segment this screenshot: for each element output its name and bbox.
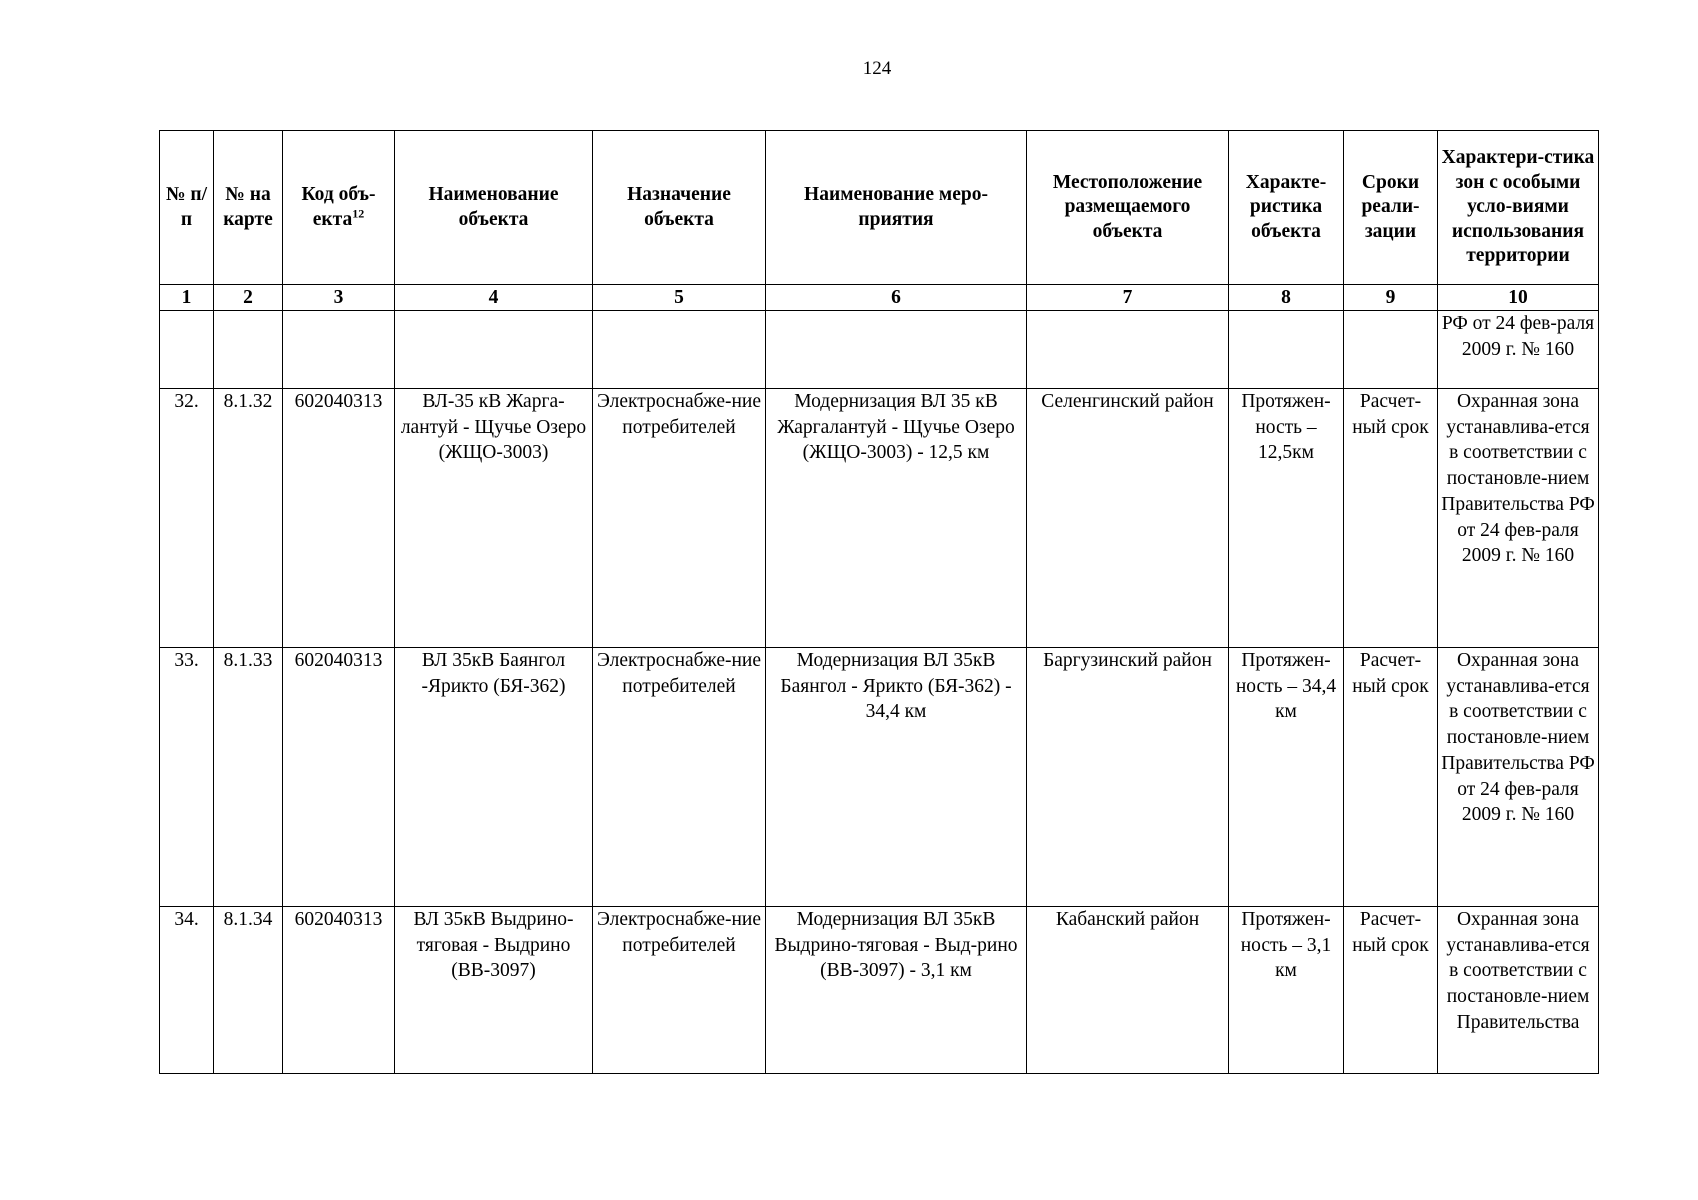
continuation-row [160, 311, 1599, 389]
empty-cell [593, 311, 766, 389]
table-row [160, 907, 1599, 1074]
header-object-name: Наименование объекта [395, 131, 593, 285]
header-characteristic: Характе-ристика объекта [1229, 131, 1344, 285]
object-code: 602040313 [283, 907, 395, 1074]
map-number: 8.1.34 [214, 907, 283, 1074]
column-number: 8 [1229, 285, 1344, 311]
object-name: ВЛ 35кВ Баянгол -Ярикто (БЯ-362) [395, 648, 593, 907]
empty-cell [1027, 311, 1229, 389]
map-number: 8.1.32 [214, 389, 283, 648]
empty-cell [766, 311, 1027, 389]
row-number: 34. [160, 907, 214, 1074]
object-location: Баргузинский район [1027, 648, 1229, 907]
event-name: Модернизация ВЛ 35кВ Баянгол - Ярикто (БЯ-362) - 34,4 км [766, 648, 1027, 907]
header-object-code-text: Код объ-екта [301, 184, 376, 230]
empty-cell [283, 311, 395, 389]
page-number: 124 [862, 58, 892, 79]
objects-table [159, 130, 1599, 1074]
header-map-number: № на карте [214, 131, 283, 285]
object-purpose: Электроснабже-ние потребителей [593, 907, 766, 1074]
column-number: 4 [395, 285, 593, 311]
object-characteristic: Протяжен-ность – 34,4 км [1229, 648, 1344, 907]
header-purpose: Назначение объекта [593, 131, 766, 285]
zones-cell: РФ от 24 фев-раля 2009 г. № 160 [1438, 311, 1599, 389]
event-name: Модернизация ВЛ 35кВ Выдрино-тяговая - Выд-рино (ВВ-3097) - 3,1 км [766, 907, 1027, 1074]
object-code: 602040313 [283, 648, 395, 907]
empty-cell [160, 311, 214, 389]
table-header-row [160, 131, 1599, 285]
empty-cell [214, 311, 283, 389]
zones-cell: Охранная зона устанавлива-ется в соответствии с постановле-нием Правительства РФ от 24 фев-раля 2009 г. № 160 [1438, 648, 1599, 907]
object-location: Кабанский район [1027, 907, 1229, 1074]
object-location: Селенгинский район [1027, 389, 1229, 648]
map-number: 8.1.33 [214, 648, 283, 907]
column-number: 9 [1344, 285, 1438, 311]
object-purpose: Электроснабже-ние потребителей [593, 389, 766, 648]
row-number: 33. [160, 648, 214, 907]
column-number-row [160, 285, 1599, 311]
object-code: 602040313 [283, 389, 395, 648]
object-purpose: Электроснабже-ние потребителей [593, 648, 766, 907]
implementation-term: Расчет-ный срок [1344, 389, 1438, 648]
column-number: 10 [1438, 285, 1599, 311]
column-number: 6 [766, 285, 1027, 311]
implementation-term: Расчет-ный срок [1344, 907, 1438, 1074]
empty-cell [1344, 311, 1438, 389]
header-object-code [283, 131, 395, 285]
implementation-term: Расчет-ный срок [1344, 648, 1438, 907]
event-name: Модернизация ВЛ 35 кВ Жаргалантуй - Щучье Озеро (ЖЩО-3003) - 12,5 км [766, 389, 1027, 648]
row-number: 32. [160, 389, 214, 648]
object-name: ВЛ-35 кВ Жарга-лантуй - Щучье Озеро (ЖЩО-3003) [395, 389, 593, 648]
object-characteristic: Протяжен-ность – 12,5км [1229, 389, 1344, 648]
table-row [160, 389, 1599, 648]
empty-cell [395, 311, 593, 389]
zones-cell: Охранная зона устанавлива-ется в соответствии с постановле-нием Правительства РФ от 24 фев-раля 2009 г. № 160 [1438, 389, 1599, 648]
column-number: 2 [214, 285, 283, 311]
header-location: Местоположение размещаемого объекта [1027, 131, 1229, 285]
footnote-ref: 12 [352, 206, 365, 220]
table-row [160, 648, 1599, 907]
empty-cell [1229, 311, 1344, 389]
column-number: 3 [283, 285, 395, 311]
object-name: ВЛ 35кВ Выдрино-тяговая - Выдрино (ВВ-3097) [395, 907, 593, 1074]
zones-cell: Охранная зона устанавлива-ется в соответствии с постановле-нием Правительства [1438, 907, 1599, 1074]
header-zones: Характери-стика зон с особыми усло-виями использования территории [1438, 131, 1599, 285]
column-number: 7 [1027, 285, 1229, 311]
header-terms: Сроки реали-зации [1344, 131, 1438, 285]
header-event-name: Наименование меро-приятия [766, 131, 1027, 285]
column-number: 1 [160, 285, 214, 311]
header-number: № п/п [160, 131, 214, 285]
object-characteristic: Протяжен-ность – 3,1 км [1229, 907, 1344, 1074]
column-number: 5 [593, 285, 766, 311]
